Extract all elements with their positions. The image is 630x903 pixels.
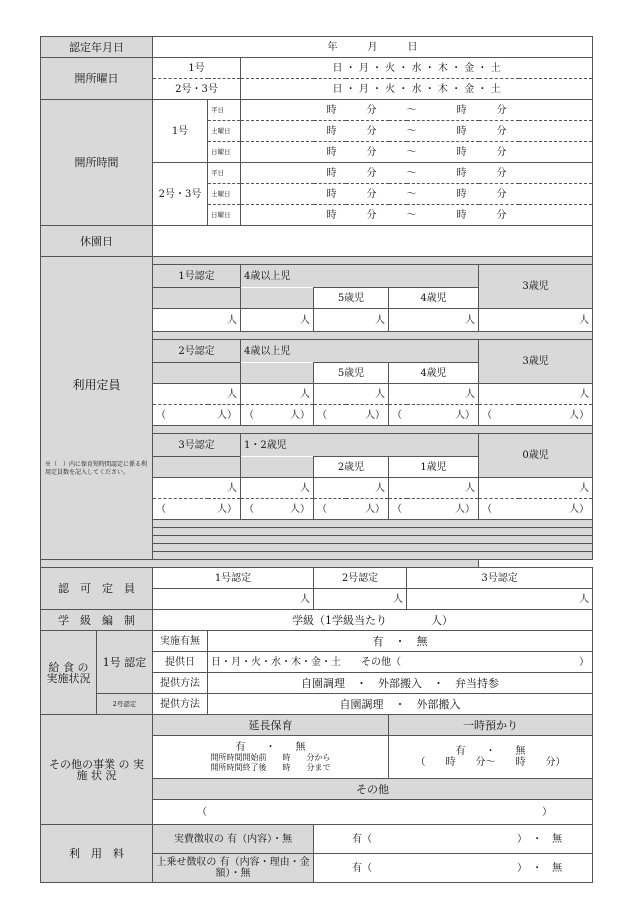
teiin-g1-sub: 4歳以上児 [241,265,479,288]
enchou-body[interactable] [153,736,389,779]
teiin-g2-cell[interactable]: 人 [314,384,389,405]
teiin-g2-c2: 4歳児 [389,363,479,384]
paren-close: 人） [569,503,590,515]
teiin-g3-short[interactable] [314,499,389,520]
enchou-umu: 有 ・ 無 [235,741,306,753]
teiin-g3-cell[interactable]: 人 [389,478,479,499]
ryoukin-open: 有（ [352,862,372,874]
teiin-g3-sub: 1・2歳児 [241,434,479,457]
youbi-type-2: 2号・3号 [153,79,241,100]
kaisho-jikan-label: 開所時間 [41,100,153,226]
jisshi-label: 実施有無 [153,631,208,652]
enchou-line-1: 開所時間開始前 時 分から [210,752,331,762]
teiin-g2-cell[interactable]: 人 [241,384,314,405]
ryoukin-close: ） ・ 無 [517,833,563,845]
teiin-note: ※（ ）内に保育短時間認定に係る利用定員数を記入してください。 [45,460,148,476]
ichiji-umu: 有 ・ 無 [455,746,526,757]
houhou-label-2: 提供方法 [153,694,208,715]
kyuen-label: 休園日 [41,226,153,257]
teiin-g3-title: 3号認定 [153,434,241,457]
sonota-other-field[interactable] [153,800,593,825]
paren-open: （ [482,503,492,515]
teiin-g2-cell[interactable]: 人 [153,384,241,405]
teiin-g2-sub: 4歳以上児 [241,340,479,363]
teiin-g3-short[interactable] [479,499,593,520]
sonota-label: その他の事業 の 実 施 状 況 [41,715,153,825]
ryoukin-label: 利 用 料 [41,825,153,883]
teiin-g2-short[interactable] [314,405,389,426]
gakkyu-value[interactable]: 学級（1学級当たり 人） [153,610,593,631]
application-form [40,36,592,883]
teiin-g2-blank [153,363,241,384]
teikyo-bi-close: ） [579,656,590,668]
paren-close: 人） [455,409,475,421]
teiin-g3-c1: 2歳児 [314,457,389,478]
spacer [153,426,593,434]
teiin-g3-short[interactable] [389,499,479,520]
sonota-other-header: その他 [153,779,593,800]
teiin-g3-cell[interactable]: 人 [479,478,593,499]
ichiji-header: 一時預かり [389,715,593,736]
paren-close: 人） [217,409,237,421]
paren-open: （ [244,409,254,421]
blank [241,363,314,384]
jikan-time[interactable]: 時 分 ～ 時 分 [241,121,593,142]
paren-open: （ [317,503,327,515]
ninka-h1: 1号認定 [153,568,314,589]
teiin-g1-cell[interactable]: 人 [479,309,593,332]
ryoukin-close: ） ・ 無 [517,862,563,874]
blank [241,288,314,309]
kyushoku-g2: 2号認定 [97,694,153,715]
paren-open: （ [156,409,166,421]
ryoukin-r1-label: 実費徴収の 有（内容）・無 [153,825,314,854]
paren-close: 人） [290,503,310,515]
ninka-h2: 2号認定 [314,568,407,589]
enchou-header: 延長保育 [153,715,389,736]
teiin-g1-cell[interactable]: 人 [241,309,314,332]
spacer [153,520,593,528]
teiin-g2-short[interactable] [153,405,241,426]
other-open: （ [197,806,207,818]
spacer [153,528,593,536]
jikan-day: 平日 [208,163,241,184]
spacer [153,257,593,265]
kyuen-field[interactable] [153,226,593,257]
paren-open: （ [392,409,402,421]
paren-close: 人） [365,409,385,421]
teiin-g3-short[interactable] [153,499,241,520]
teiin-g2-short[interactable] [241,405,314,426]
jikan-type-2: 2号・3号 [153,163,208,226]
teiin-g1-c3: 3歳児 [479,265,593,309]
spacer [153,536,593,544]
houhou-value-1[interactable]: 自園調理 ・ 外部搬入 ・ 弁当持参 [208,673,593,694]
teiin-g1-cell[interactable]: 人 [153,309,241,332]
ninka-label: 認 可 定 員 [41,568,153,610]
houhou-value-2[interactable]: 自園調理 ・ 外部搬入 [208,694,593,715]
spacer [153,332,593,340]
teiin-label-cell [41,257,153,560]
ninka-h3: 3号認定 [407,568,593,589]
jikan-day: 日曜日 [208,205,241,226]
ninka-cell-3[interactable]: 人 [407,589,593,610]
nintei-date[interactable]: 年 月 日 [153,37,593,58]
teiin-g1-c1: 5歳児 [314,288,389,309]
gakkyu-label: 学 級 編 制 [41,610,153,631]
paren-open: （ [482,409,492,421]
teiin-g2-short[interactable] [389,405,479,426]
teiin-g2-short[interactable] [479,405,593,426]
ryoukin-r2-label: 上乗せ徴収の 有（内容・理由・金額）・無 [153,854,314,883]
form-table [40,36,593,883]
youbi-type-1: 1号 [153,58,241,79]
spacer [41,560,479,568]
kaisho-youbi-label: 開所曜日 [41,58,153,100]
youbi-days-1[interactable]: 日 ・ 月 ・ 火 ・ 水 ・ 木 ・ 金 ・ 土 [241,58,593,79]
other-close: ） [542,806,553,818]
paren-close: 人） [365,503,385,515]
spacer [153,544,593,552]
teiin-g1-cell[interactable]: 人 [314,309,389,332]
teiin-g3-c3: 0歳児 [479,434,593,478]
teiin-g2-title: 2号認定 [153,340,241,363]
paren-close: 人） [290,409,310,421]
paren-open: （ [244,503,254,515]
ichiji-time: （ 時 分～ 時 分） [415,757,566,768]
teiin-g3-c2: 1歳児 [389,457,479,478]
paren-close: 人） [455,503,475,515]
kyushoku-label: 給 食 の 実施状況 [41,631,97,715]
jikan-day: 平日 [208,100,241,121]
blank [241,457,314,478]
spacer [153,552,593,560]
enchou-line-2: 開所時間終了後 時 分まで [210,762,331,772]
teiin-g3-cell[interactable]: 人 [314,478,389,499]
jikan-day: 土曜日 [208,121,241,142]
jikan-time[interactable]: 時 分 ～ 時 分 [241,205,593,226]
teiin-g3-short[interactable] [241,499,314,520]
youbi-days-2[interactable]: 日 ・ 月 ・ 火 ・ 水 ・ 木 ・ 金 ・ 土 [241,79,593,100]
ichiji-body[interactable] [389,736,593,779]
jikan-time[interactable]: 時 分 ～ 時 分 [241,100,593,121]
jikan-time[interactable]: 時 分 ～ 時 分 [241,142,593,163]
jikan-type-1: 1号 [153,100,208,163]
jikan-time[interactable]: 時 分 ～ 時 分 [241,184,593,205]
teiin-label: 利用定員 [72,377,121,392]
ryoukin-open: 有（ [352,833,372,845]
jikan-time[interactable]: 時 分 ～ 時 分 [241,163,593,184]
ninka-cell-2[interactable]: 人 [314,589,407,610]
teiin-g2-c3: 3歳児 [479,340,593,384]
paren-open: （ [392,503,402,515]
paren-close: 人） [569,409,590,421]
teikyo-bi-label: 提供日 [153,652,208,673]
houhou-label-1: 提供方法 [153,673,208,694]
teiin-g2-cell[interactable]: 人 [479,384,593,405]
teiin-g1-title: 1号認定 [153,265,241,288]
teikyo-bi-value[interactable] [208,652,593,673]
teikyo-bi-text: 日・月・火・水・木・金・土 その他（ [211,656,401,668]
ryoukin-r2-field[interactable] [314,854,593,883]
paren-close: 人） [217,503,237,515]
teiin-g2-cell[interactable]: 人 [389,384,479,405]
kyushoku-g1: 1号 認定 [97,631,153,694]
teiin-g3-blank [153,457,241,478]
jikan-day: 日曜日 [208,142,241,163]
nintei-label: 認定年月日 [41,37,153,58]
teiin-g1-cell[interactable]: 人 [389,309,479,332]
teiin-g3-cell[interactable]: 人 [241,478,314,499]
teiin-g3-cell[interactable]: 人 [153,478,241,499]
teiin-g1-c2: 4歳児 [389,288,479,309]
jikan-day: 土曜日 [208,184,241,205]
jisshi-value[interactable]: 有 ・ 無 [208,631,593,652]
ninka-cell-1[interactable]: 人 [153,589,314,610]
teiin-g2-c1: 5歳児 [314,363,389,384]
paren-open: （ [156,503,166,515]
ryoukin-r1-field[interactable] [314,825,593,854]
teiin-g1-blank [153,288,241,309]
paren-open: （ [317,409,327,421]
